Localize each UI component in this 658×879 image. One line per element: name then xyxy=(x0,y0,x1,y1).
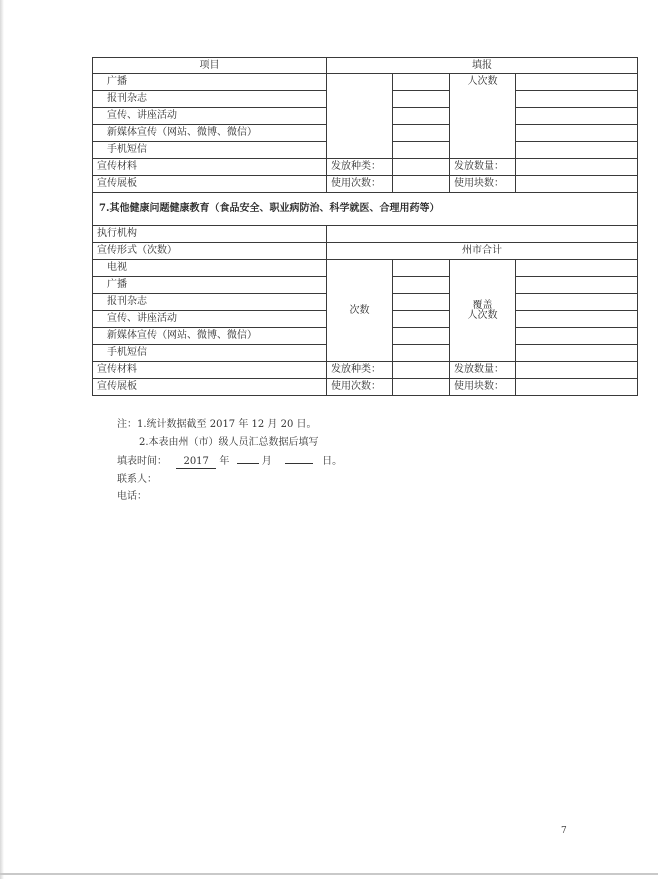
row-label: 执行机构 xyxy=(93,226,327,243)
issue-qty-label: 发放数量： xyxy=(450,362,516,379)
row-label: 宣传、讲座活动 xyxy=(93,311,327,328)
input-cell[interactable] xyxy=(516,311,638,328)
input-cell[interactable] xyxy=(393,108,450,125)
input-cell[interactable] xyxy=(393,91,450,108)
input-cell[interactable] xyxy=(516,142,638,159)
use-times-label: 使用次数： xyxy=(327,176,393,193)
input-cell[interactable] xyxy=(393,260,450,277)
issue-qty-label: 发放数量： xyxy=(450,159,516,176)
row-label: 新媒体宣传（网站、微博、微信） xyxy=(93,125,327,142)
times-label: 次数 xyxy=(327,260,393,362)
row-label: 宣传形式（次数） xyxy=(93,243,327,260)
use-times-label: 使用次数： xyxy=(327,379,393,396)
input-cell[interactable] xyxy=(393,277,450,294)
input-cell[interactable] xyxy=(516,277,638,294)
row-label: 宣传展板 xyxy=(93,176,327,193)
table-row xyxy=(93,243,638,260)
input-cell[interactable] xyxy=(393,362,450,379)
row-label: 电视 xyxy=(93,260,327,277)
input-cell[interactable] xyxy=(516,379,638,396)
year-unit: 年 xyxy=(219,456,230,467)
month-unit: 月 xyxy=(261,456,272,467)
day-unit: 日。 xyxy=(322,456,343,467)
phone-line: 电话： xyxy=(117,491,147,502)
coverage-line-1: 覆盖 xyxy=(472,299,493,311)
use-blocks-label: 使用块数： xyxy=(450,379,516,396)
row-label: 广播 xyxy=(93,277,327,294)
scan-bottom-edge xyxy=(0,873,658,875)
use-blocks-label: 使用块数： xyxy=(450,176,516,193)
row-label: 宣传、讲座活动 xyxy=(93,108,327,125)
notes-block xyxy=(117,416,342,506)
input-cell[interactable] xyxy=(516,108,638,125)
input-cell[interactable] xyxy=(516,294,638,311)
input-cell[interactable] xyxy=(516,125,638,142)
coverage-line-2: 人次数 xyxy=(467,309,498,321)
table-row xyxy=(93,362,638,379)
coverage-label xyxy=(450,260,516,362)
page-edge-shadow xyxy=(0,0,4,879)
input-cell[interactable] xyxy=(516,74,638,91)
input-cell[interactable] xyxy=(393,125,450,142)
table-row xyxy=(93,176,638,193)
row-label: 报刊杂志 xyxy=(93,91,327,108)
input-cell[interactable] xyxy=(393,311,450,328)
input-cell[interactable] xyxy=(393,379,450,396)
row-label: 宣传材料 xyxy=(93,159,327,176)
issue-kinds-label: 发放种类： xyxy=(327,159,393,176)
input-cell[interactable] xyxy=(393,345,450,362)
row-label: 宣传展板 xyxy=(93,379,327,396)
row-label: 广播 xyxy=(93,74,327,91)
report-form-table xyxy=(92,57,638,396)
note-2: 2.本表由州（市）级人员汇总数据后填写 xyxy=(139,436,319,448)
table-row xyxy=(93,159,638,176)
input-cell[interactable] xyxy=(516,260,638,277)
input-cell[interactable] xyxy=(393,74,450,91)
input-cell[interactable] xyxy=(516,159,638,176)
page-number: 7 xyxy=(561,826,567,836)
issue-kinds-label: 发放种类： xyxy=(327,362,393,379)
table-row xyxy=(93,74,638,91)
row-label: 宣传材料 xyxy=(93,362,327,379)
note-1: 注：1.统计数据截至 2017 年 12 月 20 日。 xyxy=(117,419,317,430)
table-header-row xyxy=(93,58,638,74)
day-field[interactable] xyxy=(285,451,313,464)
table-row xyxy=(93,379,638,396)
input-cell[interactable] xyxy=(516,328,638,345)
section-title-row xyxy=(93,193,638,226)
input-cell[interactable] xyxy=(516,362,638,379)
fill-time-label: 填表时间： xyxy=(117,456,167,467)
year-field[interactable]: 2017 xyxy=(176,456,216,469)
input-cell[interactable] xyxy=(516,345,638,362)
input-cell[interactable] xyxy=(393,294,450,311)
input-cell[interactable] xyxy=(516,176,638,193)
input-cell[interactable] xyxy=(393,142,450,159)
input-cell[interactable] xyxy=(327,226,638,243)
header-item-cell: 项目 xyxy=(93,58,327,74)
input-cell[interactable] xyxy=(393,159,450,176)
row-label: 报刊杂志 xyxy=(93,294,327,311)
total-label: 州市合计 xyxy=(327,243,638,260)
month-field[interactable] xyxy=(237,451,259,464)
row-label: 手机短信 xyxy=(93,345,327,362)
blank-merged-cell xyxy=(327,74,393,159)
row-label: 新媒体宣传（网站、微博、微信） xyxy=(93,328,327,345)
input-cell[interactable] xyxy=(516,91,638,108)
input-cell[interactable] xyxy=(393,176,450,193)
input-cell[interactable] xyxy=(393,328,450,345)
row-label: 手机短信 xyxy=(93,142,327,159)
person-count-label: 人次数 xyxy=(450,74,516,159)
contact-line: 联系人： xyxy=(117,473,157,485)
header-fill-cell: 填报 xyxy=(327,58,638,74)
section-7-title: 7.其他健康问题健康教育（食品安全、职业病防治、科学就医、合理用药等） xyxy=(93,193,638,226)
table-row xyxy=(93,226,638,243)
table-row xyxy=(93,260,638,277)
fill-time-line xyxy=(117,451,342,471)
